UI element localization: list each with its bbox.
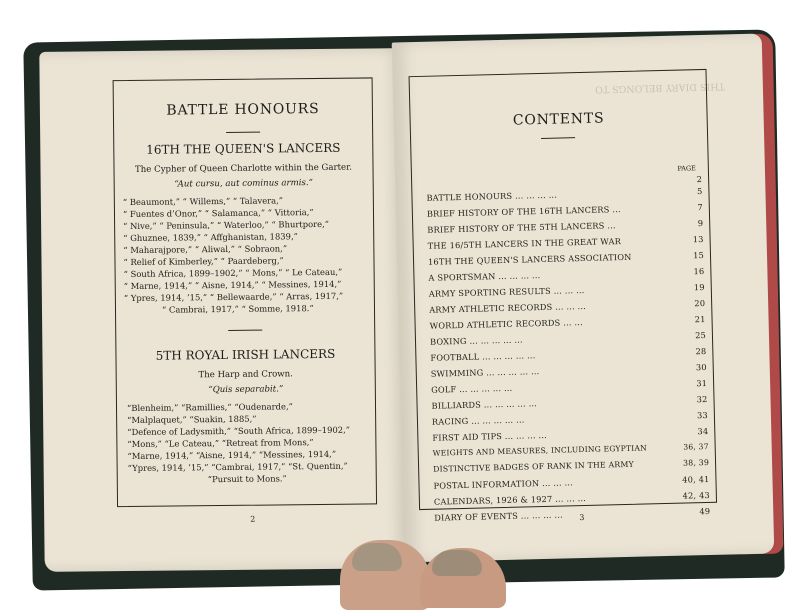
honour-line: “Blenheim,” “Ramillies,” “Oudenarde,” xyxy=(126,401,293,414)
honour-line: “ Relief of Kimberley,” “ Paardeberg,” xyxy=(123,255,284,268)
honour-line: “ Ghuznee, 1839,” “ Affghanistan, 1839,” xyxy=(123,231,298,244)
right-page xyxy=(392,34,775,563)
toc-row: GOLF ... ... ... ... ... 31 xyxy=(431,377,708,395)
toc-row: CALENDARS, 1926 & 1927 ... ... ... 42, 43 xyxy=(433,489,710,507)
toc-row: A SPORTSMAN ... ... ... ... 16 xyxy=(428,266,705,283)
regiment-5th-badge: The Harp and Crown. xyxy=(198,369,293,381)
honour-line: “Ypres, 1914, ’15,” “Cambrai, 1917,” “St. Quentin,” xyxy=(127,460,348,474)
honour-line: “ Nive,” “ Peninsula,” “ Waterloo,” “ Bhurtpore,” xyxy=(123,218,330,232)
left-page-number: 2 xyxy=(250,514,256,524)
toc-row: 16TH THE QUEEN'S LANCERS ASSOCIATION 15 xyxy=(427,250,705,267)
page-column-label: PAGE xyxy=(677,164,696,173)
divider xyxy=(228,330,262,331)
contents-title: CONTENTS xyxy=(512,110,605,129)
honour-line: “ Marne, 1914,” “ Aisne, 1914,” “ Messines, 1914,” xyxy=(123,278,342,292)
toc-row: 2 xyxy=(696,174,703,185)
right-page-frame xyxy=(409,69,718,523)
toc-row: ARMY SPORTING RESULTS ... ... ... 19 xyxy=(428,282,705,299)
left-thumbnail xyxy=(352,543,402,571)
honour-line: “Malplaquet,” “Suakin, 1885,” xyxy=(127,413,257,426)
honour-line: “ Fuentes d’Onor,” “ Salamanca,” “ Vittoria,” xyxy=(122,207,314,220)
toc-row: RACING ... ... ... ... ... 33 xyxy=(431,409,709,427)
honour-line: “ Ypres, 1914, ’15,” “ Bellewaarde,” “ Arras, 1917,” xyxy=(123,290,344,304)
honour-line: “Mons,” “Le Cateau,” “Retreat from Mons,” xyxy=(127,437,314,450)
regiment-16th-heading: 16TH THE QUEEN'S LANCERS xyxy=(146,140,341,157)
honour-line: “Defence of Ladysmith,” “South Africa, 1899–1902,” xyxy=(127,424,351,438)
toc-row: SWIMMING ... ... ... ... ... 30 xyxy=(430,361,707,379)
divider xyxy=(226,132,260,133)
left-page xyxy=(39,48,408,572)
honour-line: “Marne, 1914,” “Aisne, 1914,” “Messines, 1914,” xyxy=(127,448,337,462)
toc-row: DIARY OF EVENTS ... ... ... ... 49 xyxy=(434,505,711,523)
regiment-16th-motto: “Aut cursu, aut cominus armis.” xyxy=(174,178,314,190)
right-page-number: 3 xyxy=(579,513,585,523)
toc-row: BOXING ... ... ... ... ... 25 xyxy=(429,330,707,347)
toc-row: BILLIARDS ... ... ... ... ... 32 xyxy=(431,393,708,411)
toc-row: WEIGHTS AND MEASURES, INCLUDING EGYPTIAN 36, 37 xyxy=(432,441,709,458)
toc-row: ARMY ATHLETIC RECORDS ... ... ... 20 xyxy=(429,298,706,315)
honour-line: “ South Africa, 1899–1902,” “ Mons,” “ Le Cateau,” xyxy=(123,266,343,280)
regiment-5th-motto: “Quis separabit.” xyxy=(208,384,284,396)
regiment-5th-heading: 5TH ROYAL IRISH LANCERS xyxy=(155,346,336,363)
toc-row: DISTINCTIVE BADGES OF RANK IN THE ARMY 38, 39 xyxy=(433,457,710,474)
toc-row: BRIEF HISTORY OF THE 5TH LANCERS ... 9 xyxy=(427,218,704,235)
honour-line: “ Cambrai, 1917,” “ Somme, 1918.” xyxy=(161,303,314,315)
honour-line: “Pursuit to Mons.” xyxy=(207,473,287,485)
battle-honours-title: BATTLE HONOURS xyxy=(166,100,320,119)
show-through-text: THIS DIARY BELONGS TO xyxy=(594,80,725,95)
toc-row: BRIEF HISTORY OF THE 16TH LANCERS ... 7 xyxy=(426,202,703,219)
toc-row: POSTAL INFORMATION ... ... ... 40, 41 xyxy=(433,473,710,491)
toc-row: FIRST AID TIPS ... ... ... ... 34 xyxy=(432,425,709,443)
left-page-frame xyxy=(113,77,377,507)
toc-row: WORLD ATHLETIC RECORDS ... ... 21 xyxy=(429,314,706,331)
toc-row: BATTLE HONOURS ... ... ... ... 5 xyxy=(426,186,703,203)
honour-line: “ Beaumont,” “ Willems,” “ Talavera,” xyxy=(122,195,284,208)
regiment-16th-badge: The Cypher of Queen Charlotte within the Garter. xyxy=(134,162,353,175)
toc-row: FOOTBALL ... ... ... ... ... 28 xyxy=(430,346,707,363)
toc-row: THE 16/5TH LANCERS IN THE GREAT WAR 13 xyxy=(427,234,704,251)
right-thumbnail xyxy=(432,550,482,576)
honour-line: “ Maharajpore,” “ Aliwal,” “ Sobraon,” xyxy=(123,243,288,256)
divider xyxy=(541,137,575,139)
